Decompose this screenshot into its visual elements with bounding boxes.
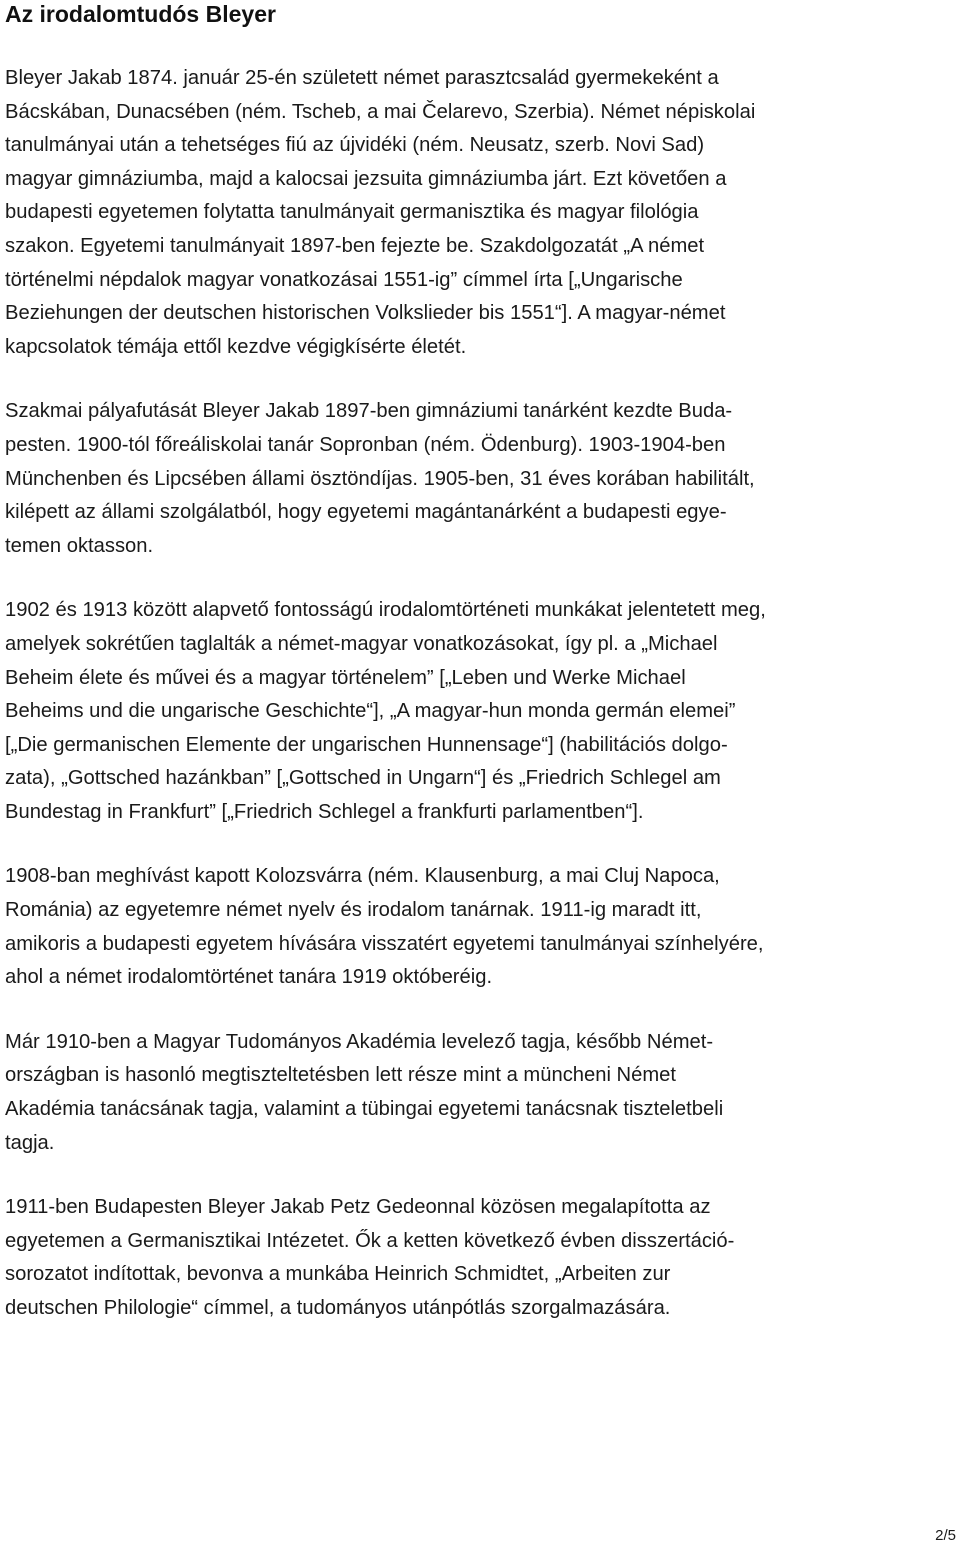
text-line: kilépett az állami szolgálatból, hogy egyetemi magántanárként a budapesti egye- <box>5 501 727 524</box>
text-line: temen oktasson. <box>5 534 154 557</box>
paragraph-4 <box>5 860 929 994</box>
text-line: zata), „Gottsched hazánkban” [„Gottsched in Ungarn“] és „Friedrich Schlegel am <box>5 767 721 790</box>
paragraph-2 <box>5 395 929 563</box>
text-line: Szakmai pályafutását Bleyer Jakab 1897-ben gimnáziumi tanárként kezdte Buda- <box>5 400 733 423</box>
text-line: Bundestag in Frankfurt” [„Friedrich Schlegel a frankfurti parlamentben“]. <box>5 800 644 823</box>
document-page <box>5 0 929 1326</box>
text-line: Münchenben és Lipcsében állami ösztöndíjas. 1905-ben, 31 éves korában habilitált, <box>5 467 755 490</box>
text-line: egyetemen a Germanisztikai Intézetet. Ők a ketten következő évben disszertáció- <box>5 1229 735 1252</box>
text-line: szakon. Egyetemi tanulmányait 1897-ben fejezte be. Szakdolgozatát „A német <box>5 234 705 257</box>
text-line: amelyek sokrétűen taglalták a német-magyar vonatkozásokat, így pl. a „Michael <box>5 632 718 655</box>
text-line: budapesti egyetemen folytatta tanulmányait germanisztika és magyar filológia <box>5 201 699 224</box>
paragraph-6 <box>5 1191 929 1325</box>
text-line: [„Die germanischen Elemente der ungarischen Hunnensage“] (habilitációs dolgo- <box>5 733 728 756</box>
text-line: 1908-ban meghívást kapott Kolozsvárra (ném. Klausenburg, a mai Cluj Napoca, <box>5 865 720 888</box>
text-line: Akadémia tanácsának tagja, valamint a tübingai egyetemi tanácsnak tiszteletbeli <box>5 1098 724 1121</box>
paragraph-1 <box>5 62 929 364</box>
text-line: Románia) az egyetemre német nyelv és irodalom tanárnak. 1911-ig maradt itt, <box>5 899 702 922</box>
text-line: amikoris a budapesti egyetem hívására visszatért egyetemi tanulmányai színhelyére, <box>5 932 764 955</box>
text-line: 1911-ben Budapesten Bleyer Jakab Petz Gedeonnal közösen megalapította az <box>5 1196 711 1219</box>
text-line: Bácskában, Dunacsében (ném. Tscheb, a mai Čelarevo, Szerbia). Német népiskolai <box>5 100 756 123</box>
text-line: pesten. 1900-tól főreáliskolai tanár Sopronban (ném. Ödenburg). 1903-1904-ben <box>5 433 726 456</box>
page-number: 2/5 <box>935 1527 956 1544</box>
text-line: sorozatot indítottak, bevonva a munkába Heinrich Schmidtet, „Arbeiten zur <box>5 1263 671 1286</box>
text-line: Beheims und die ungarische Geschichte“], „A magyar-hun monda germán elemei” <box>5 700 736 723</box>
text-line: magyar gimnáziumba, majd a kalocsai jezsuita gimnáziumba járt. Ezt követően a <box>5 167 727 190</box>
text-line: Bleyer Jakab 1874. január 25-én született német parasztcsalád gyermekeként a <box>5 67 719 89</box>
text-line: történelmi népdalok magyar vonatkozásai 1551-ig” címmel írta [„Ungarische <box>5 268 683 291</box>
text-line: 1902 és 1913 között alapvető fontosságú irodalomtörténeti munkákat jelentetett meg, <box>5 599 766 622</box>
paragraph-5 <box>5 1026 929 1160</box>
document-title: Az irodalomtudós Bleyer <box>5 1 276 27</box>
paragraph-3 <box>5 594 929 829</box>
text-line: tanulmányai után a tehetséges fiú az újvidéki (ném. Neusatz, szerb. Novi Sad) <box>5 134 705 157</box>
text-line: ahol a német irodalomtörténet tanára 1919 októberéig. <box>5 966 493 989</box>
text-line: tagja. <box>5 1131 55 1154</box>
text-line: deutschen Philologie“ címmel, a tudományos utánpótlás szorgalmazására. <box>5 1297 671 1319</box>
text-line: kapcsolatok témája ettől kezdve végigkísérte életét. <box>5 335 467 358</box>
text-line: Beheim élete és művei és a magyar történelem” [„Leben und Werke Michael <box>5 666 686 689</box>
text-line: országban is hasonló megtiszteltetésben lett része mint a müncheni Német <box>5 1064 677 1087</box>
text-line: Beziehungen der deutschen historischen Volkslieder bis 1551“]. A magyar-német <box>5 302 726 325</box>
text-line: Már 1910-ben a Magyar Tudományos Akadémia levelező tagja, később Német- <box>5 1030 714 1053</box>
